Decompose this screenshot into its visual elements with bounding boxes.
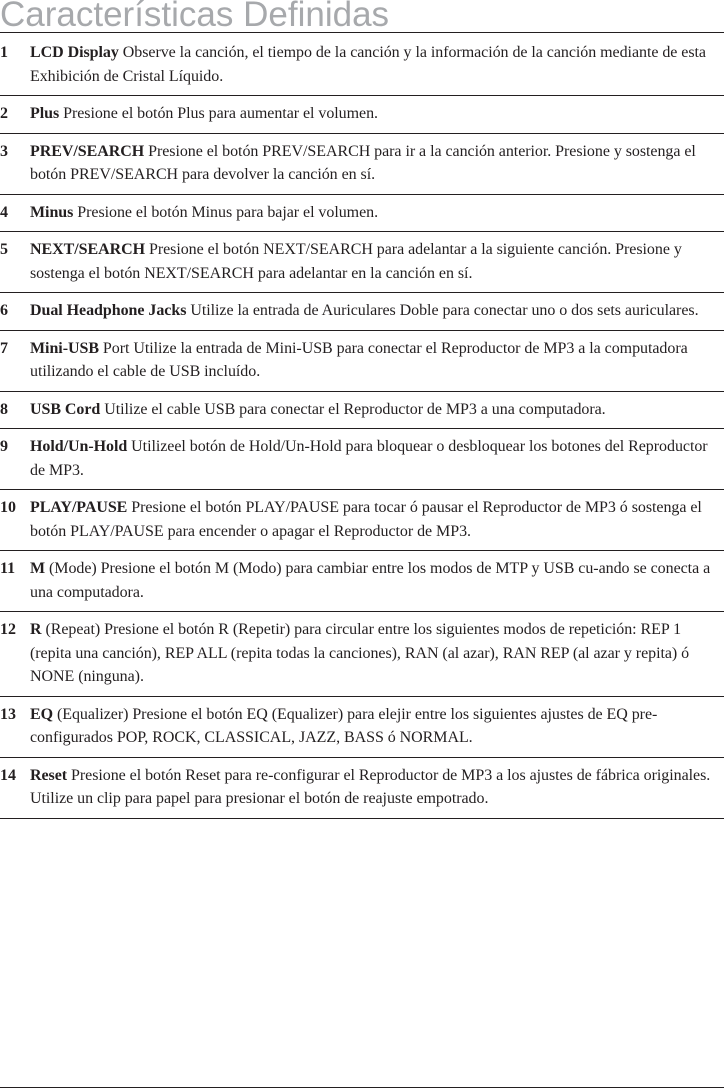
feature-number: 3 — [0, 142, 8, 160]
feature-item — [0, 697, 724, 758]
page-bottom-divider — [0, 1087, 724, 1088]
feature-description: Presione el botón Reset para re-configurar el Reproductor de MP3 a los ajustes de fábrica originales. Utilize un clip para papel para presionar el botón de reajuste empotrado. — [30, 766, 711, 807]
feature-term: Minus — [30, 203, 74, 221]
feature-description: Utilize la entrada de Auriculares Doble para conectar uno o dos sets auriculares. — [190, 302, 699, 319]
feature-description: Port Utilize la entrada de Mini-USB para conectar el Reproductor de MP3 a la computadora utilizando el cable de USB incluído. — [30, 339, 688, 380]
feature-number: 11 — [0, 560, 16, 577]
feature-number: 10 — [0, 499, 16, 516]
feature-number: 2 — [0, 105, 8, 122]
feature-number: 5 — [0, 241, 8, 258]
feature-number: 4 — [0, 203, 8, 221]
feature-item — [0, 232, 724, 293]
feature-item — [0, 551, 724, 612]
feature-number: 8 — [0, 400, 8, 418]
feature-description: Presione el botón Plus para aumentar el volumen. — [63, 105, 378, 122]
feature-term: Reset — [30, 766, 68, 784]
feature-term: NEXT/SEARCH — [30, 241, 146, 258]
feature-item — [0, 96, 724, 134]
feature-description: Utilize el cable USB para conectar el Reproductor de MP3 a una computadora. — [104, 400, 606, 418]
title-divider — [0, 32, 724, 33]
feature-item — [0, 331, 724, 392]
feature-number: 1 — [0, 44, 8, 61]
feature-item — [0, 612, 724, 697]
feature-term: EQ — [30, 705, 54, 723]
feature-item — [0, 293, 724, 331]
feature-number: 7 — [0, 339, 8, 357]
feature-term: USB Cord — [30, 400, 101, 418]
feature-description: Utilizeel botón de Hold/Un-Hold para bloquear o desbloquear los botones del Reproductor de MP3. — [30, 438, 708, 479]
feature-item — [0, 429, 724, 490]
feature-number: 12 — [0, 621, 16, 638]
feature-description: (Mode) Presione el botón M (Modo) para cambiar entre los modos de MTP y USB cu-ando se conecta a una computadora. — [30, 560, 711, 601]
feature-item — [0, 195, 724, 233]
feature-description: Presione el botón PREV/SEARCH para ir a la canción anterior. Presione y sostenga el botón PREV/SEARCH para devolver la canción en sí. — [30, 142, 696, 183]
feature-term: Hold/Un-Hold — [30, 438, 128, 455]
feature-term: Dual Headphone Jacks — [30, 302, 187, 319]
feature-number: 13 — [0, 705, 16, 723]
feature-term: Mini-USB — [30, 339, 99, 357]
feature-term: M — [30, 560, 46, 577]
feature-item — [0, 490, 724, 551]
feature-description: (Repeat) Presione el botón R (Repetir) para circular entre los siguientes modos de repetición: REP 1 (repita una canción), REP ALL (repita todas la canciones), RAN (al azar), RAN REP (al azar y repita) ó NONE (ninguna). — [30, 621, 690, 685]
feature-term: R — [30, 621, 42, 638]
feature-item — [0, 134, 724, 195]
feature-description: Presione el botón PLAY/PAUSE para tocar ó pausar el Reproductor de MP3 ó sostenga el botón PLAY/PAUSE para encender o apagar el Reproductor de MP3. — [30, 499, 702, 540]
feature-term: LCD Display — [30, 44, 119, 61]
feature-term: Plus — [30, 105, 60, 122]
feature-description: Presione el botón Minus para bajar el volumen. — [77, 203, 379, 221]
feature-description: Observe la canción, el tiempo de la canción y la información de la canción mediante de esta Exhibición de Cristal Líquido. — [30, 44, 706, 85]
feature-description: (Equalizer) Presione el botón EQ (Equalizer) para elejir entre los siguientes ajustes de EQ pre-configurados POP, ROCK, CLASSICAL, JAZZ, BASS ó NORMAL. — [30, 705, 658, 746]
feature-number: 6 — [0, 302, 8, 319]
page-title: Características Definidas — [0, 0, 390, 34]
feature-number: 9 — [0, 438, 8, 455]
feature-term: PREV/SEARCH — [30, 142, 145, 160]
feature-number: 14 — [0, 766, 16, 784]
feature-item — [0, 392, 724, 430]
feature-list — [0, 35, 724, 819]
feature-item — [0, 758, 724, 819]
feature-term: PLAY/PAUSE — [30, 499, 128, 516]
feature-item — [0, 35, 724, 96]
feature-description: Presione el botón NEXT/SEARCH para adelantar a la siguiente canción. Presione y sostenga el botón NEXT/SEARCH para adelantar en la canción en sí. — [30, 241, 682, 282]
